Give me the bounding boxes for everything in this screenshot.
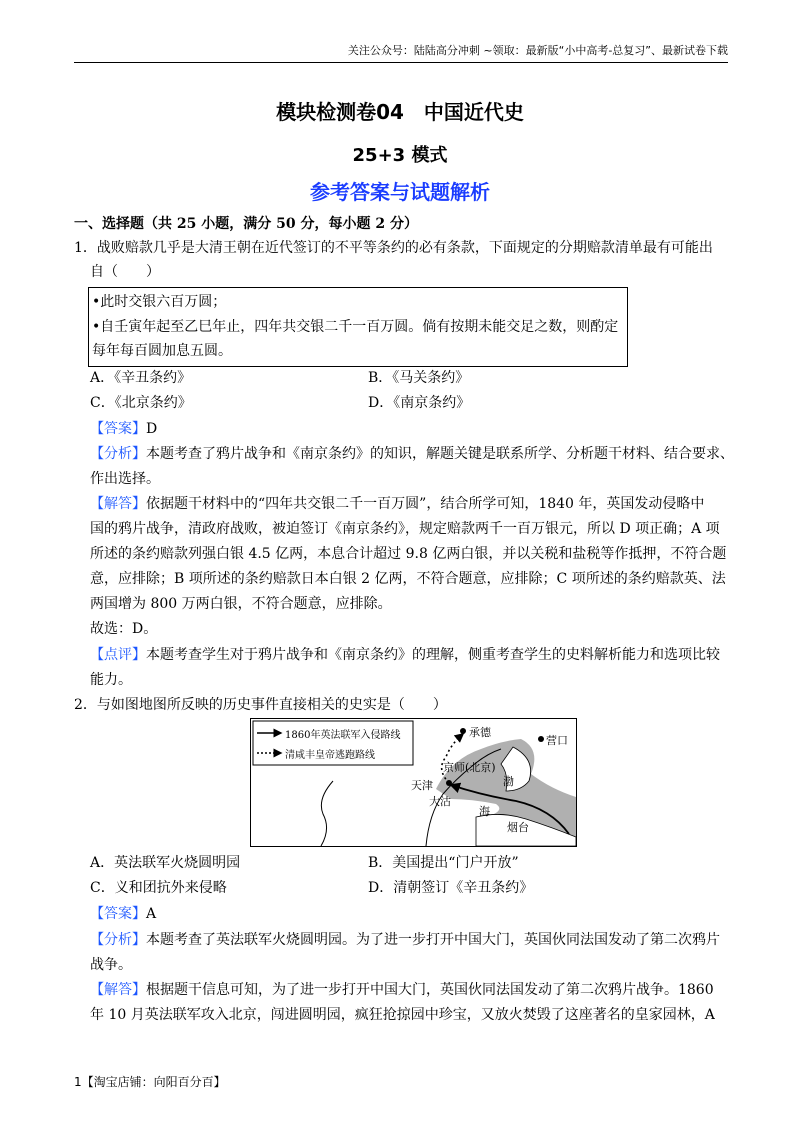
answer-value: D — [146, 421, 158, 437]
yingkou-label: 营口 — [546, 734, 568, 747]
q1-stem-line2: 自（ ） — [90, 264, 160, 280]
section-heading: 一、选择题（共 25 小题，满分 50 分，每小题 2 分） — [74, 216, 418, 232]
q2-solution-line2: 年 10 月英法联军攻入北京，闯进圆明园，疯狂抢掠园中珍宝，又放火焚毁了这座著名的皇家园林，A — [90, 1007, 715, 1023]
q2-option-a: A．英法联军火烧圆明园 — [90, 855, 241, 871]
q1-box-line1: •此时交银六百万圆； — [92, 294, 227, 310]
shop-label: 【淘宝店铺：向阳百分百】 — [81, 1075, 226, 1089]
legend-invasion-label: 1860年英法联军入侵路线 — [285, 730, 401, 741]
q1-comment-line1 — [90, 645, 720, 665]
yantai-label: 烟台 — [507, 821, 529, 834]
solution-tag: 【解答】 — [90, 496, 146, 512]
q1-analysis-line2: 作出选择。 — [90, 471, 160, 487]
chengde-label: 承德 — [469, 726, 491, 739]
q1-solution-line2: 国的鸦片战争，清政府战败，被迫签订《南京条约》，规定赔款两千一百万银元，所以 D 项正确；A 项 — [90, 521, 720, 537]
q1-solution-line1 — [90, 494, 704, 514]
analysis-text: 本题考查了英法联军火烧圆明园。为了进一步打开中国大门，英国伙同法国发动了第二次鸦片 — [146, 932, 720, 948]
beijing-label: 京师(北京) — [443, 761, 496, 774]
page-header: 关注公众号：陆陆高分冲刺 ~领取：最新版“小中高考-总复习”、最新试卷下载 — [347, 44, 728, 57]
q1-stem-line1: 1．战败赔款几乎是大清王朝在近代签订的不平等条约的必有条款，下面规定的分期赔款清单最有可能出 — [74, 240, 713, 256]
answer-tag: 【答案】 — [90, 906, 146, 922]
document-title: 模块检测卷04 中国近代史 — [276, 100, 524, 124]
answer-title: 参考答案与试题解析 — [310, 180, 490, 204]
page-number: 1 — [74, 1075, 82, 1089]
beijing-dot — [446, 780, 452, 786]
hai-label: 海 — [479, 805, 490, 818]
legend-escape-label: 清咸丰皇帝逃跑路线 — [285, 750, 375, 761]
river — [321, 781, 333, 846]
q1-solution-line5: 两国增为 800 万两白银，不符合题意，应排除。 — [90, 596, 392, 612]
q1-analysis-line1 — [90, 444, 734, 464]
q1-option-c: C．《北京条约》 — [90, 395, 192, 411]
answer-tag: 【答案】 — [90, 421, 146, 437]
q1-box-line2: •自壬寅年起至乙巳年止，四年共交银二千一百万圆。倘有按期未能交足之数，则酌定 — [92, 319, 619, 335]
answer-value: A — [146, 906, 157, 922]
q1-option-a: A．《辛丑条约》 — [90, 370, 192, 386]
q2-analysis-line2: 战争。 — [90, 957, 132, 973]
q1-choose: 故选：D。 — [90, 621, 158, 637]
dagu-label: 大沽 — [429, 795, 451, 808]
q1-box-line3: 每年每百圆加息五圆。 — [92, 343, 232, 359]
q2-stem: 2．与如图地图所反映的历史事件直接相关的史实是（ ） — [74, 697, 447, 713]
analysis-text: 本题考查了鸦片战争和《南京条约》的知识，解题关键是联系所学、分析题干材料、结合要求、 — [146, 446, 734, 462]
solution-text: 依据题干材料中的“四年共交银二千一百万圆”，结合所学可知，1840 年，英国发动侵略中 — [146, 496, 705, 512]
q1-option-d: D．《南京条约》 — [368, 395, 471, 411]
q2-option-d: D．清朝签订《辛丑条约》 — [368, 880, 534, 896]
q1-answer — [90, 419, 157, 439]
document-subtitle: 25+3 模式 — [352, 145, 448, 166]
q2-analysis-line1 — [90, 930, 720, 950]
solution-tag: 【解答】 — [90, 982, 146, 998]
q2-answer — [90, 904, 156, 924]
header-divider — [74, 62, 728, 63]
comment-text: 本题考查学生对于鸦片战争和《南京条约》的理解，侧重考查学生的史料解析能力和选项比较 — [146, 647, 720, 663]
yingkou-dot — [538, 736, 544, 742]
tianjin-label: 天津 — [411, 779, 433, 792]
q1-solution-line4: 意，应排除；B 项所述的条约赔款日本白银 2 亿两，不符合题意，应排除；C 项所述的条约赔款英、法 — [90, 571, 726, 587]
comment-tag: 【点评】 — [90, 647, 146, 663]
analysis-tag: 【分析】 — [90, 446, 146, 462]
analysis-tag: 【分析】 — [90, 932, 146, 948]
q1-solution-line3: 所述的条约赔款列强白银 4.5 亿两，本息合计超过 9.8 亿两白银，并以关税和盐税等作抵押，不符合题 — [90, 546, 727, 562]
q1-option-b: B．《马关条约》 — [368, 370, 470, 386]
bo-label: 渤 — [503, 775, 514, 788]
q2-option-b: B．美国提出“门户开放” — [368, 855, 519, 871]
history-map — [250, 718, 577, 847]
q2-solution-line1 — [90, 980, 714, 1000]
chengde-dot — [460, 728, 466, 734]
q1-comment-line2: 能力。 — [90, 672, 132, 688]
page-footer — [74, 1073, 226, 1090]
solution-text: 根据题干信息可知，为了进一步打开中国大门，英国伙同法国发动了第二次鸦片战争。1860 — [146, 982, 714, 998]
q2-option-c: C．义和团抗外来侵略 — [90, 880, 227, 896]
